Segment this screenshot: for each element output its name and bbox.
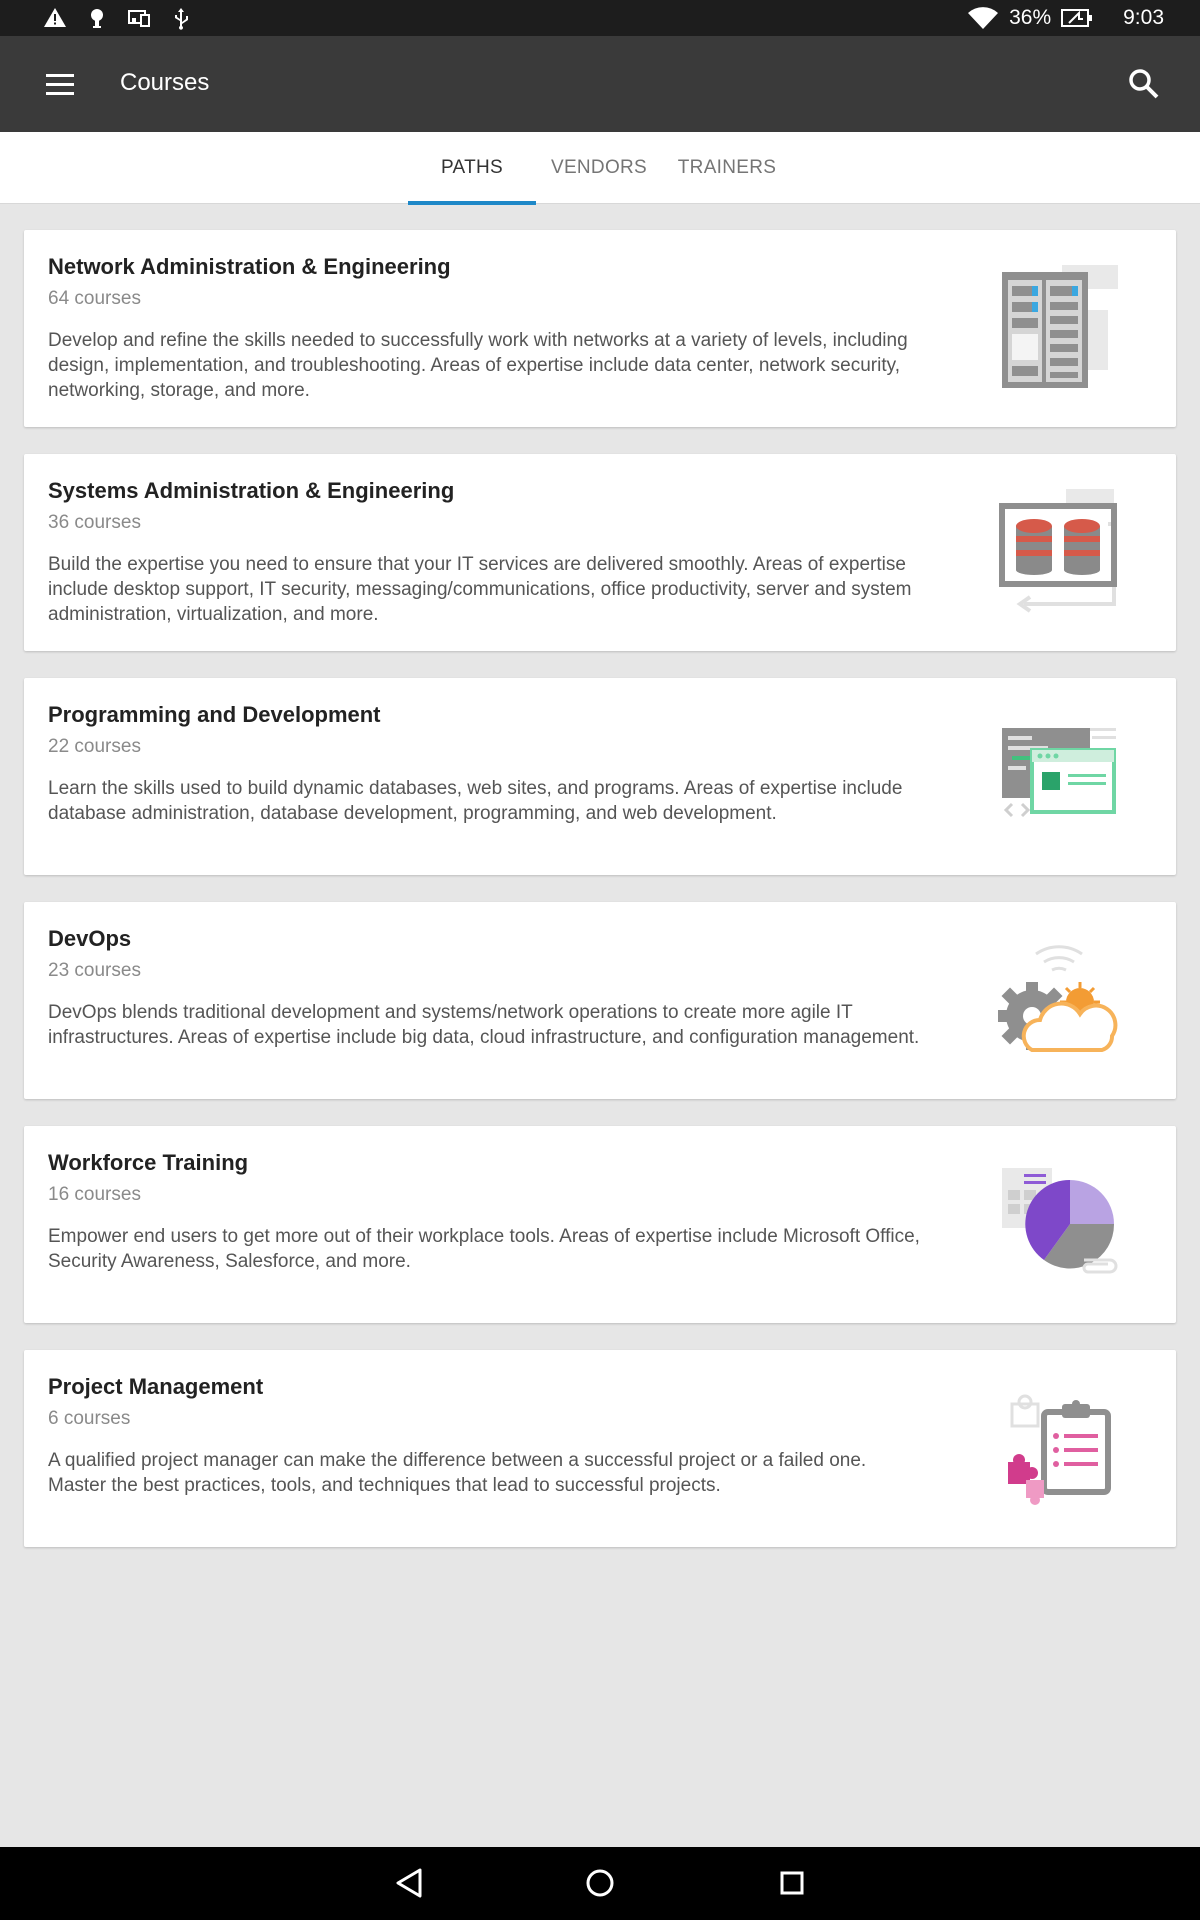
battery-percent: 36% [1009,6,1052,29]
notification-icons [42,6,194,30]
path-card-project-management[interactable] [24,1350,1176,1547]
path-card-workforce[interactable] [24,1126,1176,1323]
menu-icon[interactable] [40,66,80,102]
home-icon[interactable] [582,1865,618,1901]
tab-paths[interactable]: PATHS [408,132,536,204]
warning-icon [42,6,68,30]
gear-cloud-icon [984,932,1124,1072]
search-icon[interactable] [1126,66,1162,102]
card-title: Programming and Development [48,702,381,727]
page-title: Courses [120,69,210,96]
card-course-count: 36 courses [48,512,141,533]
path-card-devops[interactable] [24,902,1176,1099]
card-description: Empower end users to get more out of their workplace tools. Areas of expertise include Microsoft Office, Security Awareness, Salesforce, and more. [48,1226,920,1272]
back-icon[interactable] [392,1865,428,1901]
card-title: Systems Administration & Engineering [48,478,455,503]
clock: 9:03 [1123,6,1164,29]
database-icon [984,484,1124,624]
path-card-network[interactable] [24,230,1176,427]
app-bar [0,36,1200,132]
clipboard-puzzle-icon [984,1380,1124,1520]
card-course-count: 22 courses [48,736,141,757]
card-title: DevOps [48,926,132,951]
wifi-icon [967,5,999,31]
code-window-icon [984,708,1124,848]
tab-vendors[interactable]: VENDORS [550,157,648,178]
android-icon [84,6,110,30]
pie-chart-icon [984,1156,1124,1296]
system-nav-bar [0,1847,1200,1920]
card-title: Workforce Training [48,1150,249,1175]
card-course-count: 23 courses [48,960,141,981]
card-description: Build the expertise you need to ensure that your IT services are delivered smoothly. Areas of expertise include desktop support, IT security, messaging/communications, office productivity, server and system administration, virtualization, and more. [48,554,912,625]
status-bar [0,0,1200,36]
path-list [24,230,1176,1574]
card-description: Develop and refine the skills needed to successfully work with networks at a variety of levels, including design, implementation, and troubleshooting. Areas of expertise include data center, network security, networking, storage, and more. [48,330,908,401]
card-title: Network Administration & Engineering [48,254,451,279]
cast-icon [126,6,152,30]
server-rack-icon [984,260,1124,400]
card-title: Project Management [48,1374,264,1399]
usb-icon [168,6,194,30]
card-course-count: 64 courses [48,288,141,309]
battery-icon [1061,5,1093,31]
card-description: A qualified project manager can make the difference between a successful project or a failed one. Master the best practices, tools, and techniques that lead to successful projects. [48,1450,867,1496]
path-card-programming[interactable] [24,678,1176,875]
tab-trainers[interactable]: TRAINERS [677,157,777,178]
path-card-systems[interactable] [24,454,1176,651]
system-status [967,5,1164,31]
card-course-count: 16 courses [48,1184,141,1205]
recent-apps-icon[interactable] [774,1865,810,1901]
tab-bar [0,132,1200,204]
card-course-count: 6 courses [48,1408,131,1429]
card-description: Learn the skills used to build dynamic databases, web sites, and programs. Areas of expertise include database administration, database development, programming, and web development. [48,778,903,824]
card-description: DevOps blends traditional development and systems/network operations to create more agile IT infrastructures. Areas of expertise include big data, cloud infrastructure, and configuration management. [48,1002,920,1048]
